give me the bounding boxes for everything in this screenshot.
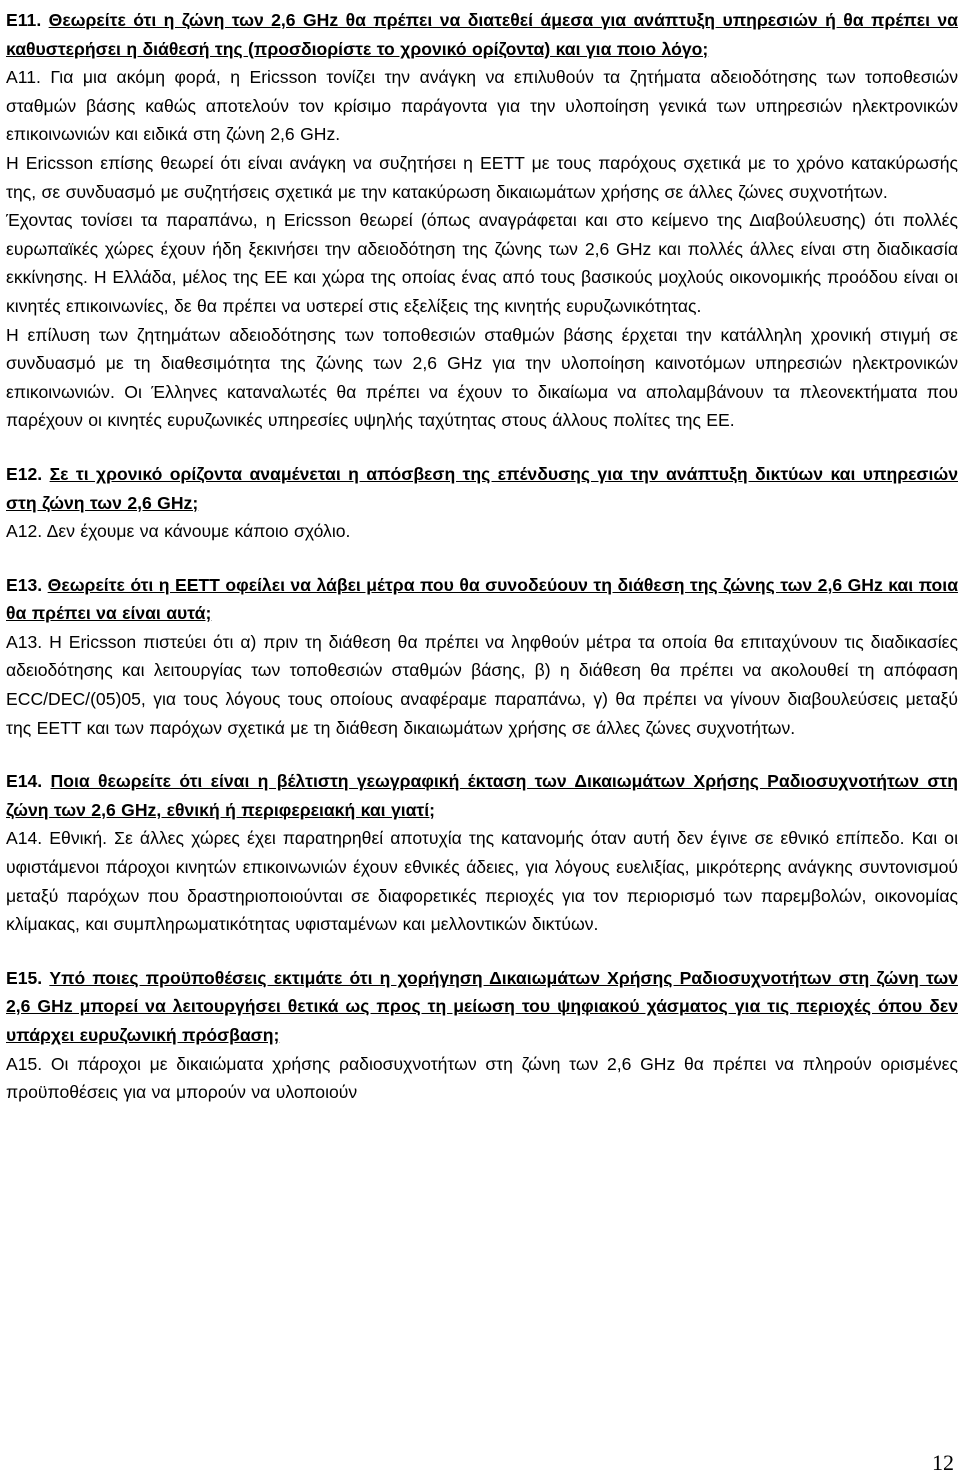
question-text: Θεωρείτε ότι η ΕΕΤΤ οφείλει να λάβει μέτρα που θα συνοδεύουν τη διάθεση της ζώνης των 2,6 GHz και ποια θα πρέπει να είναι αυτά; bbox=[6, 574, 959, 624]
question-e13 bbox=[6, 571, 958, 628]
section-gap bbox=[6, 435, 958, 460]
section-gap bbox=[6, 742, 958, 767]
question-label: Ε15. bbox=[6, 967, 43, 988]
answer-text: Η Ericsson πιστεύει ότι α) πριν τη διάθεση θα πρέπει να ληφθούν μέτρα τα οποία θα επιταχύνουν τις διαδικασίες αδειοδότησης και λειτουργίας των τοποθεσιών σταθμών βάσης, β) η διάθεση θα πρέπει να ακολουθεί τη απόφαση ECC/DEC/(05)05, για τους λόγους τους οποίους αναφέραμε παραπάνω, γ) θα πρέπει να γίνουν διαβουλεύσεις μεταξύ της ΕΕΤΤ και των παρόχων σχετικά με τη διάθεση δικαιωμάτων χρήσης σε άλλες ζώνες συχνοτήτων. bbox=[6, 631, 958, 738]
question-label: Ε13. bbox=[6, 574, 43, 595]
question-label: Ε12. bbox=[6, 463, 43, 484]
question-e12 bbox=[6, 460, 958, 517]
answer-a14 bbox=[6, 824, 958, 938]
answer-a11-p3: Έχοντας τονίσει τα παραπάνω, η Ericsson θεωρεί (όπως αναγράφεται και στο κείμενο της Διαβούλευσης) ότι πολλές ευρωπαϊκές χώρες έχουν ήδη ξεκινήσει την αδειοδότηση της ζώνης των 2,6 GHz και πολλές άλλες είναι στη διαδικασία εκκίνησης. Η Ελλάδα, μέλος της ΕΕ και χώρα της οποίας ένας από τους βασικούς μοχλούς οικονομικής προόδου είναι οι κινητές επικοινωνίες, δε θα πρέπει να υστερεί στις εξελίξεις της κινητής ευρυζωνικότητας. bbox=[6, 210, 958, 316]
answer-text: Δεν έχουμε να κάνουμε κάποιο σχόλιο. bbox=[46, 521, 351, 542]
document-page bbox=[6, 6, 958, 1107]
answer-a11-p1 bbox=[6, 63, 958, 149]
question-text: Υπό ποιες προϋποθέσεις εκτιμάτε ότι η χορήγηση Δικαιωμάτων Χρήσης Ραδιοσυχνοτήτων στη ζώνη των 2,6 GHz μπορεί να λειτουργήσει θετικά ως προς τη μείωση του ψηφιακού χάσματος για τις περιοχές όπου δεν υπάρχει ευρυζωνική πρόσβαση; bbox=[6, 967, 958, 1045]
answer-label: Α15. bbox=[6, 1053, 43, 1074]
section-gap bbox=[6, 939, 958, 964]
answer-text: Για μια ακόμη φορά, η Ericsson τονίζει την ανάγκη να επιλυθούν τα ζητήματα αδειοδότησης των τοποθεσιών σταθμών βάσης καθώς αποτελούν τον κρίσιμο παράγοντα για την υλοποίηση γενικά των υπηρεσιών ηλεκτρονικών επικοινωνιών και ειδικά στη ζώνη 2,6 GHz. bbox=[6, 67, 959, 145]
question-text: Ποια θεωρείτε ότι είναι η βέλτιστη γεωγραφική έκταση των Δικαιωμάτων Χρήσης Ραδιοσυχνοτήτων στη ζώνη των 2,6 GHz, εθνική ή περιφερειακή και γιατί; bbox=[6, 771, 959, 820]
answer-a11-p2: Η Ericsson επίσης θεωρεί ότι είναι ανάγκη να συζητήσει η ΕΕΤΤ με τους παρόχους σχετικά με το χρόνο κατακύρωσής της, σε συνδυασμό με συζητήσεις σχετικά με την κατακύρωση δικαιωμάτων χρήσης σε άλλες ζώνες συχνοτήτων. bbox=[6, 152, 958, 202]
answer-a11-p4: Η επίλυση των ζητημάτων αδειοδότησης των τοποθεσιών σταθμών βάσης έρχεται την κατάλληλη χρονική στιγμή σε συνδυασμό με τη διαθεσιμότητα της ζώνης των 2,6 GHz για την υλοποίηση καινοτόμων υπηρεσιών ηλεκτρονικών επικοινωνιών. Οι Έλληνες καταναλωτές θα πρέπει να έχουν το δικαίωμα να απολαμβάνουν τα πλεονεκτήματα που παρέχουν οι κινητές ευρυζωνικές υπηρεσίες υψηλής ταχύτητας στους άλλους πολίτες της ΕΕ. bbox=[6, 324, 958, 431]
question-label: Ε11. bbox=[6, 10, 42, 30]
answer-label: Α13. bbox=[6, 631, 43, 652]
answer-text: Εθνική. Σε άλλες χώρες έχει παρατηρηθεί αποτυχία της κατανομής όταν αυτή δεν έγινε σε εθνικό επίπεδο. Και οι υφιστάμενοι πάροχοι κινητών επικοινωνιών έχουν εθνικές άδειες, για λόγους ευελιξίας, μικρότερης ανάγκης συντονισμού μεταξύ παρόχων που δραστηριοποιούνται σε διαφορετικές περιοχές για τον περιορισμό των παρεμβολών, οικονομίας κλίμακας, και συμπληρωματικότητας υφισταμένων και μελλοντικών δικτύων. bbox=[6, 828, 958, 935]
answer-label: Α14. bbox=[6, 828, 43, 849]
answer-text: Οι πάροχοι με δικαιώματα χρήσης ραδιοσυχνοτήτων στη ζώνη των 2,6 GHz θα πρέπει να πληρούν ορισμένες προϋποθέσεις για να μπορούν να υλοποιούν bbox=[6, 1053, 958, 1103]
answer-label: Α12. bbox=[6, 521, 43, 542]
section-gap bbox=[6, 546, 958, 571]
answer-a12 bbox=[6, 517, 958, 546]
question-text: Σε τι χρονικό ορίζοντα αναμένεται η απόσβεση της επένδυσης για την ανάπτυξη δικτύων και υπηρεσιών στη ζώνη των 2,6 GHz; bbox=[6, 463, 958, 513]
question-text: Θεωρείτε ότι η ζώνη των 2,6 GHz θα πρέπει να διατεθεί άμεσα για ανάπτυξη υπηρεσιών ή θα πρέπει να καθυστερήσει η διάθεσή της (προσδιορίστε το χρονικό ορίζοντα) και για ποιο λόγο; bbox=[6, 10, 958, 59]
question-label: Ε14. bbox=[6, 771, 43, 792]
page-number: 12 bbox=[932, 1450, 954, 1475]
answer-a15 bbox=[6, 1050, 958, 1107]
answer-a13 bbox=[6, 628, 958, 742]
question-e14 bbox=[6, 767, 958, 824]
question-e15 bbox=[6, 964, 958, 1050]
answer-label: Α11. bbox=[6, 67, 41, 88]
question-e11 bbox=[6, 6, 958, 63]
